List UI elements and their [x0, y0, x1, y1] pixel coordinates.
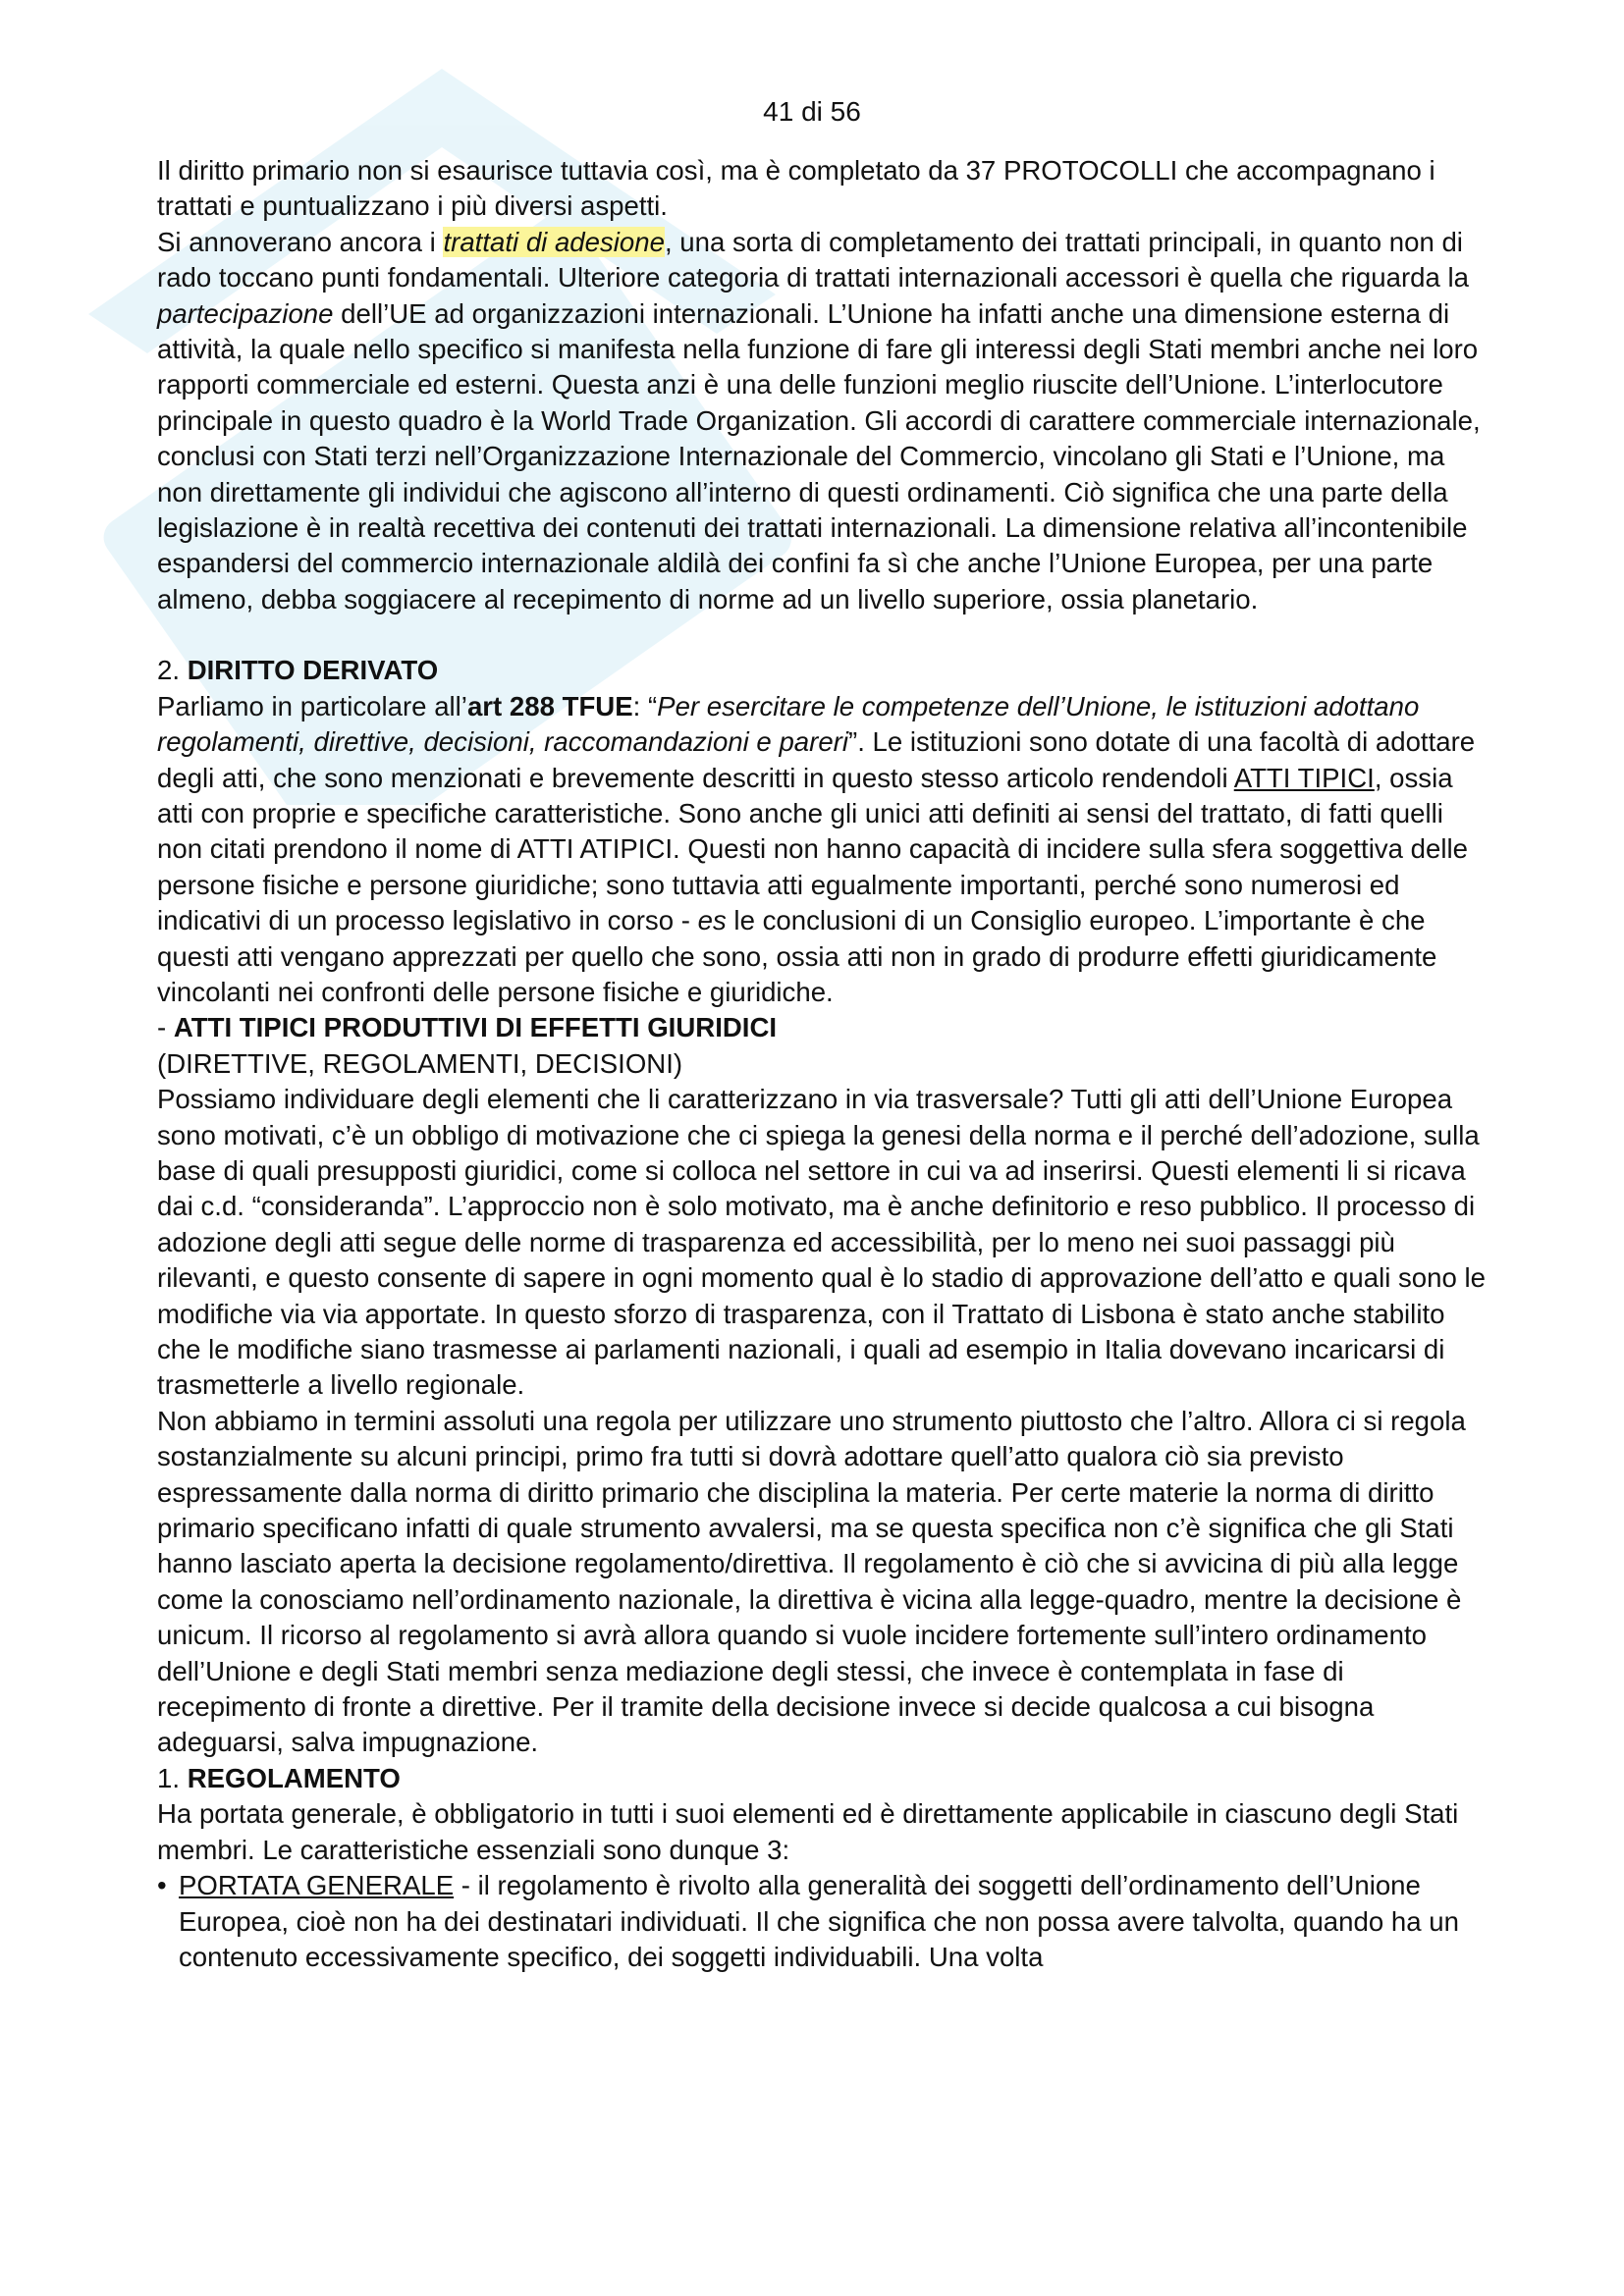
- paragraph-art-288: Parliamo in particolare all’art 288 TFUE: “Per esercitare le competenze dell’Unione, le istituzioni adottano regolamenti, direttive, decisioni, raccomandazioni e pareri”. Le istituzioni sono dotate di una facoltà di adottare degli atti, che sono menzionati e brevemente descritti in questo stesso articolo rendendoli ATTI TIPICI, ossia atti con proprie e specifiche caratteristiche. Sono anche gli unici atti definiti ai sensi del trattato, di fatti quelli non citati prendono il nome di ATTI ATIPICI. Questi non hanno capacità di incidere sulla sfera soggettiva delle persone fisiche e persone giuridiche; sono tuttavia atti egualmente importanti, perché sono numerosi ed indicativi di un processo legislativo in corso - es le conclusioni di un Consiglio europeo. L’importante è che questi atti vengano apprezzati per quello che sono, ossia atti non in grado di produrre effetti giuridicamente vincolanti nei confronti delle persone fisiche e giuridiche.: [157, 690, 1476, 1007]
- paragraph-trattati-adesione: Si annoverano ancora i trattati di adesione, una sorta di completamento dei trattati principali, in quanto non di rado toccano punti fondamentali. Ulteriore categoria di trattati internazionali accessori è quella che riguarda la partecipazione dell’UE ad organizzazioni internazionali. L’Unione ha infatti anche una dimensione esterna di attività, la quale nello specifico si manifesta nella funzione di fare gli interessi degli Stati membri anche nei loro rapporti commerciale ed esterni. Questa anzi è una delle funzioni meglio riuscite dell’Unione. L’interlocutore principale in questo quadro è la World Trade Organization. Gli accordi di carattere commerciale internazionale, conclusi con Stati terzi nell’Organizzazione Internazionale del Commercio, vincolano gli Stati e l’Unione, ma non direttamente gli individui che agiscono all’interno di questi ordinamenti. Ciò significa che una parte della legislazione è in realtà recettiva dei contenuti dei trattati internazionali. La dimensione relativa all’incontenibile espandersi del commercio internazionale aldilà dei confini fa sì che anche l’Unione Europea, per una parte almeno, debba soggiacere al recepimento di norme ad un livello superiore, ossia planetario.: [157, 226, 1481, 614]
- section-heading-diritto-derivato: 2. DIRITTO DERIVATO: [157, 655, 439, 686]
- paragraph-regola-strumento: Non abbiamo in termini assoluti una regola per utilizzare uno strumento piuttosto che l’altro. Allora ci si regola sostanzialmente su alcuni principi, primo fra tutti si dovrà adottare quell’atto qualora ciò sia previsto espressamente dalla norma di diritto primario che disciplina la materia. Per certe materie la norma di diritto primario specificano infatti di quale strumento avvalersi, ma se questa specifica non c’è significa che gli Stati hanno lasciato aperta la decisione regolamento/direttiva. Il regolamento è ciò che si avvicina di più alla legge come la conosciamo nell’ordinamento nazionale, la direttiva è vicina alla legge-quadro, mentre la decisione è unicum. Il ricorso al regolamento si avrà allora quando si vuole incidere fortemente sull’intero ordinamento dell’Unione e degli Stati membri senza mediazione degli stessi, che invece è contemplata in fase di recepimento di fronte a direttive. Per il tramite della decisione invece si decide qualcosa a cui bisogna adeguarsi, salva impugnazione.: [157, 1405, 1466, 1758]
- paragraph-motivazione: Possiamo individuare degli elementi che li caratterizzano in via trasversale? Tutti gli atti dell’Unione Europea sono motivati, c’è un obbligo di motivazione che ci spiega la genesi della norma e il perché dell’adozione, sulla base di quali presupposti giuridici, come si colloca nel settore in cui va ad inserirsi. Questi elementi li si ricava dai c.d. “consideranda”. L’approccio non è solo motivato, ma è anche definitorio e reso pubblico. Il processo di adozione degli atti segue delle norme di trasparenza ed accessibilità, per lo meno nei suoi passaggi più rilevanti, e questo consente di sapere in ogni momento qual è lo stadio di approvazione dell’atto e quali sono le modifiche via via apportate. In questo sforzo di trasparenza, con il Trattato di Lisbona è stato anche stabilito che le modifiche siano trasmesse ai parlamenti nazionali, i quali ad esempio in Italia dovevano incaricarsi di trasmetterle a livello regionale.: [157, 1084, 1486, 1401]
- subsection-subtitle: (DIRETTIVE, REGOLAMENTI, DECISIONI): [157, 1047, 683, 1079]
- spacer: [157, 617, 1492, 653]
- paragraph-regolamento: Ha portata generale, è obbligatorio in tutti i suoi elementi ed è direttamente applicabile in ciascuno degli Stati membri. Le caratteristiche essenziali sono dunque 3:: [157, 1798, 1459, 1865]
- italic-term: partecipazione: [157, 297, 334, 329]
- underlined-term: PORTATA GENERALE: [179, 1870, 455, 1901]
- subsection-heading-atti-tipici: - ATTI TIPICI PRODUTTIVI DI EFFETTI GIURIDICI: [157, 1012, 778, 1043]
- highlighted-term: trattati di adesione: [443, 226, 665, 257]
- page-number: 41 di 56: [763, 96, 861, 127]
- bullet-icon: •: [157, 1870, 167, 1901]
- document-body: [157, 153, 1492, 1975]
- section-heading-regolamento: 1. REGOLAMENTO: [157, 1762, 401, 1793]
- list-item-portata-generale: • PORTATA GENERALE - il regolamento è rivolto alla generalità dei soggetti dell’ordinamento dell’Unione Europea, cioè non ha dei destinatari individuati. Il che significa che non possa avere talvolta, quando ha un contenuto eccessivamente specifico, dei soggetti individuabili. Una volta: [157, 1870, 1459, 1972]
- underlined-term: ATTI TIPICI: [1233, 762, 1375, 793]
- paragraph-protocolli: Il diritto primario non si esaurisce tuttavia così, ma è completato da 37 PROTOCOLLI che accompagnano i trattati e puntualizzano i più diversi aspetti.: [157, 155, 1435, 222]
